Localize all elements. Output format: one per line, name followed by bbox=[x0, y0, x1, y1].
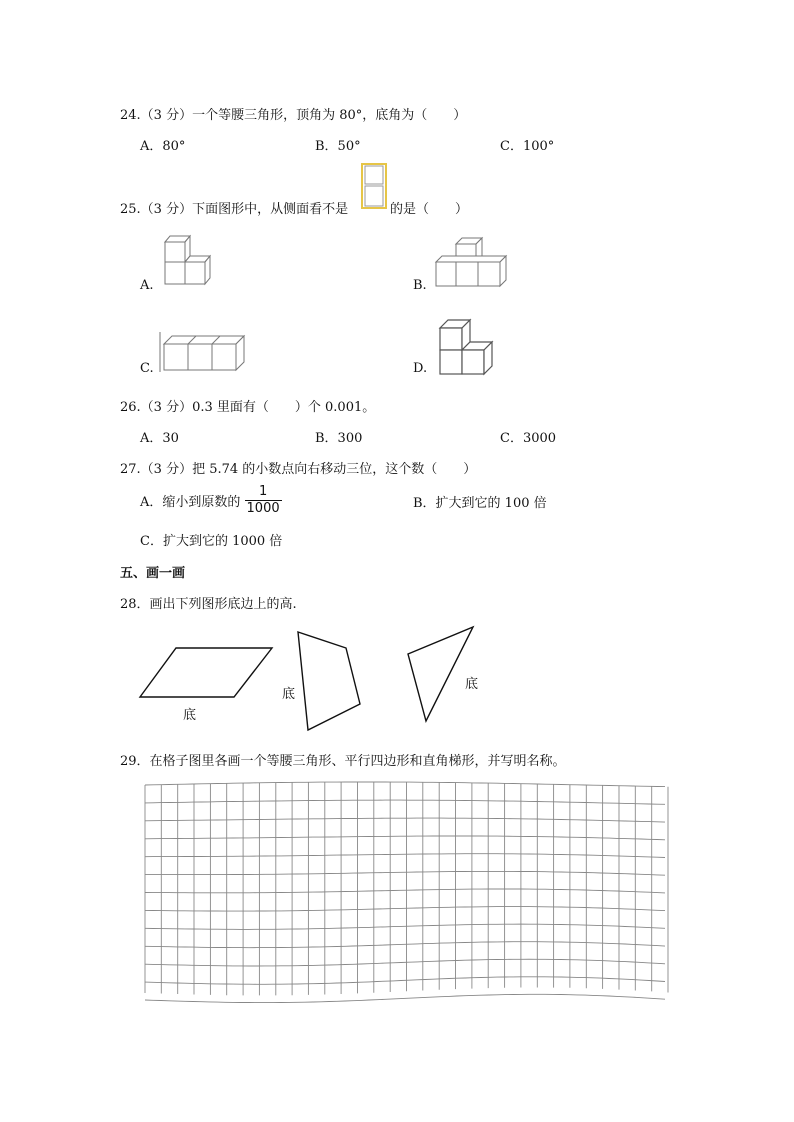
fraction-numerator: 1 bbox=[245, 484, 282, 501]
q26-stem: 26.（3 分）0.3 里面有（ ）个 0.001。 bbox=[120, 400, 376, 415]
q24-stem: 24.（3 分）一个等腰三角形，顶角为 80°，底角为（ ） bbox=[120, 108, 467, 123]
q26-option-b: B．300 bbox=[315, 431, 363, 446]
q26-option-c: C．3000 bbox=[500, 431, 557, 446]
q27-option-c: C．扩大到它的 1000 倍 bbox=[140, 534, 283, 549]
q25-stem-after: 的是（ ） bbox=[390, 202, 469, 217]
q29-stem: 29．在格子图里各画一个等腰三角形、平行四边形和直角梯形，并写明名称。 bbox=[120, 754, 566, 769]
q25-label-a: A. bbox=[140, 278, 154, 293]
base-label-parallelogram: 底 bbox=[183, 708, 197, 723]
q25-label-c: C. bbox=[140, 361, 154, 376]
q24-option-b: B．50° bbox=[315, 139, 361, 154]
q25-label-d: D. bbox=[413, 361, 428, 376]
q25-label-b: B. bbox=[413, 278, 427, 293]
q27-option-a-prefix: A．缩小到原数的 bbox=[140, 495, 241, 510]
q25-stem-before: 25.（3 分）下面图形中，从侧面看不是 bbox=[120, 202, 349, 217]
base-label-trapezoid: 底 bbox=[282, 687, 296, 702]
q26-option-a: A．30 bbox=[140, 431, 179, 446]
q24-option-a: A．80° bbox=[140, 139, 186, 154]
fraction-denominator: 1000 bbox=[246, 501, 280, 516]
q27-option-b: B．扩大到它的 100 倍 bbox=[413, 496, 547, 511]
q28-stem: 28．画出下列图形底边上的高. bbox=[120, 597, 297, 612]
base-label-triangle: 底 bbox=[465, 677, 479, 692]
section-title: 五、画一画 bbox=[120, 566, 186, 581]
q24-option-c: C．100° bbox=[500, 139, 555, 154]
q27-stem: 27.（3 分）把 5.74 的小数点向右移动三位，这个数（ ） bbox=[120, 462, 477, 477]
